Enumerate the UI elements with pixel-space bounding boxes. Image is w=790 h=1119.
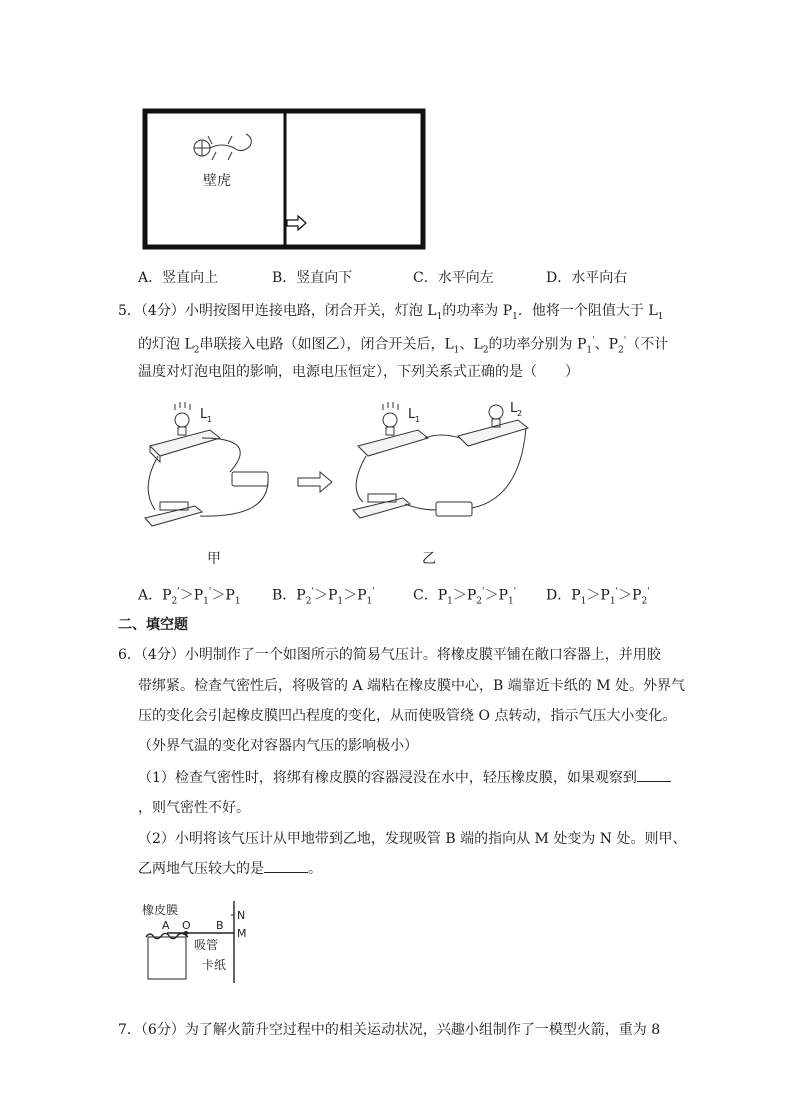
- q4-option-d: D．水平向右: [546, 270, 628, 286]
- arrow-right-icon: [287, 216, 306, 230]
- q6-blank-2[interactable]: [264, 872, 308, 873]
- gecko-icon: [194, 134, 251, 160]
- q4-option-b: B．竖直向下: [272, 270, 353, 286]
- q5-fig-l2-label: L: [510, 401, 518, 416]
- q6-fig-membrane-label: 橡皮膜: [142, 903, 179, 917]
- section-title: 二、填空题: [118, 617, 188, 633]
- q5-option-d: D．$P_1>P_1'>P_2'$: [546, 587, 650, 607]
- q4-box-figure: [142, 108, 426, 250]
- q5-fig-l2-sub: 2: [517, 409, 523, 418]
- q4-option-a: A．竖直向上: [138, 270, 219, 286]
- q5-option-c: C．$P_1>P_2'>P_1'$: [413, 587, 517, 607]
- q5-circuit-figure: [140, 398, 540, 538]
- q5-option-a: A．$P_2'>P_1'>P_1$: [138, 587, 241, 607]
- q5-line-3: 温度对灯泡电阻的影响，电源电压恒定），下列关系式正确的是（ ）: [138, 364, 579, 380]
- q5-fig-l1-sub-yi: 1: [415, 415, 421, 424]
- q6-fig-o-label: O: [182, 919, 191, 932]
- q6-line-4: （外界气温的变化对容器内气压的影响极小）: [138, 738, 418, 754]
- q6-line-1: 6．（4分）小明制作了一个如图所示的简易气压计。将橡皮膜平铺在敞口容器上，并用胶: [118, 647, 661, 663]
- q6-fig-m-label: M: [237, 927, 247, 940]
- q6-fig-a-label: A: [162, 919, 170, 932]
- q6-line-3: 压的变化会引起橡皮膜凹凸程度的变化，从而使吸管绕 O 点转动，指示气压大小变化。: [138, 708, 677, 724]
- q5-fig-l1-label-yi: L: [408, 407, 416, 422]
- q6-part-2-cont: 乙两地气压较大的是 。: [138, 861, 322, 877]
- q6-fig-b-label: B: [216, 919, 224, 932]
- q5-option-b: B．$P_2'>P_1>P_1'$: [272, 587, 375, 607]
- q7-line-1: 7．（6分）为了解火箭升空过程中的相关运动状况，兴趣小组制作了一模型火箭，重为 8: [118, 1022, 661, 1038]
- q6-blank-1[interactable]: [637, 781, 671, 782]
- q6-line-2: 带绑紧。检查气密性后，将吸管的 A 端粘在橡皮膜中心，B 端靠近卡纸的 M 处。外界气: [138, 678, 685, 694]
- q5-fig-l1-label: L: [200, 407, 208, 422]
- q6-fig-straw-label: 吸管: [194, 938, 219, 952]
- q5-line-1: 5．（4分）小明按图甲连接电路，闭合开关，灯泡 $L_1$的功率为 $P_1$．他将一个阻值大于 $L_1$: [118, 303, 664, 322]
- q4-option-c: C．水平向左: [413, 270, 494, 286]
- q6-part-1-cont: ，则气密性不好。: [138, 800, 250, 816]
- q6-fig-n-label: N: [237, 909, 246, 922]
- q5-line-2: 的灯泡 $L_2$串联接入电路（如图乙），闭合开关后，$L_1$、$L_2$的功率分别为 $P_1'$、$P_2'$（不计: [138, 336, 669, 356]
- q5-fig-label-yi: 乙: [422, 551, 436, 567]
- gecko-label: 壁虎: [203, 173, 231, 189]
- q6-fig-card-label: 卡纸: [202, 958, 227, 972]
- q6-barometer-figure: [138, 897, 258, 985]
- q6-part-1: （1）检查气密性时，将绑有橡皮膜的容器浸没在水中，轻压橡皮膜，如果观察到: [138, 768, 671, 788]
- q6-part-2: （2）小明将该气压计从甲地带到乙地，发现吸管 B 端的指向从 M 处变为 N 处。则甲、: [138, 831, 687, 847]
- q5-fig-l1-sub: 1: [207, 415, 213, 424]
- q5-fig-label-jia: 甲: [207, 551, 221, 567]
